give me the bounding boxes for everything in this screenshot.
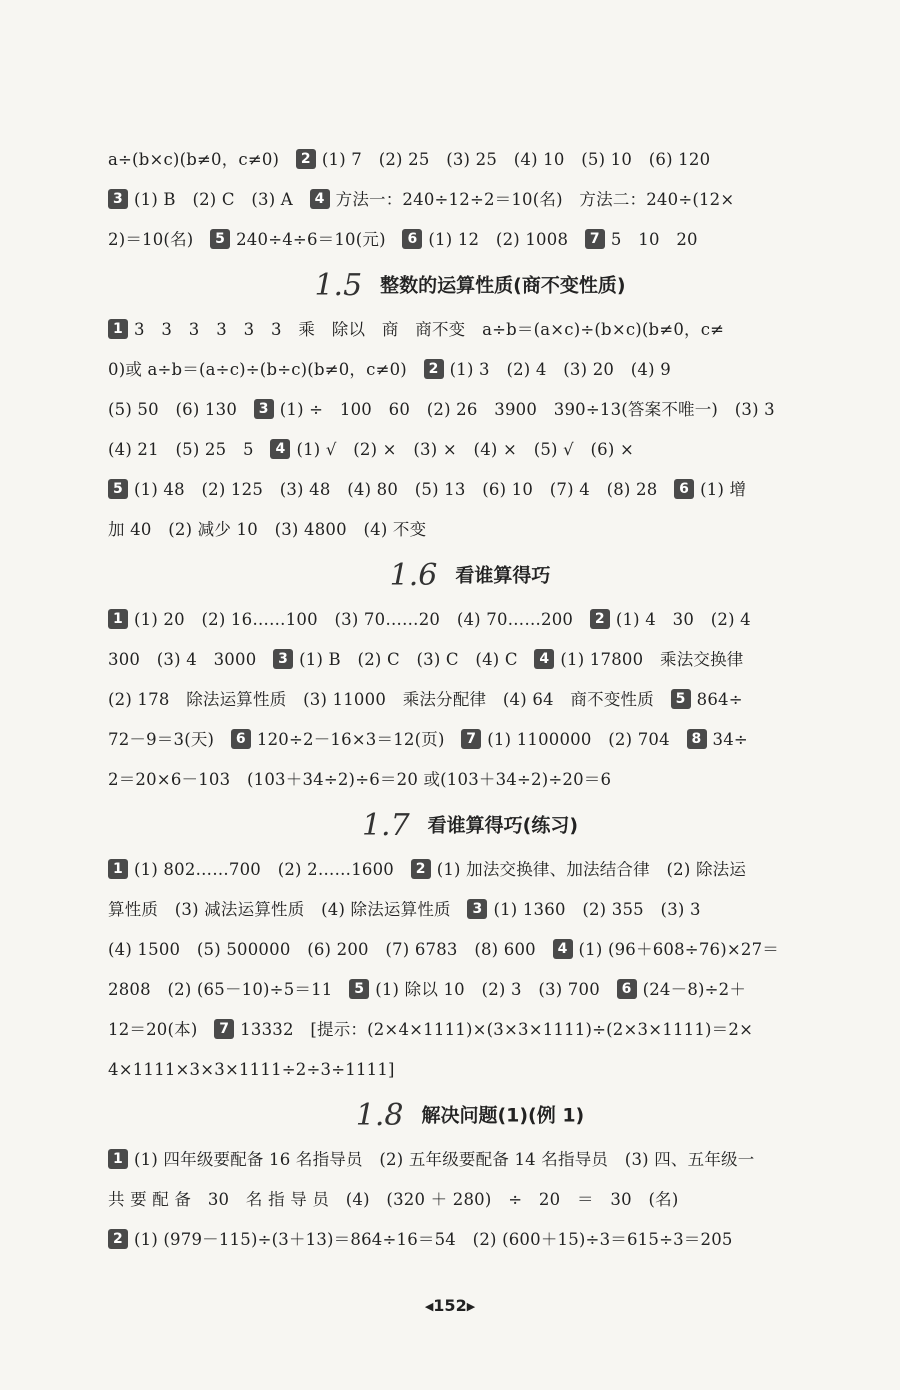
question-number-badge: 3 xyxy=(108,189,128,209)
answer-text: (1) 7 (2) 25 (3) 25 (4) 10 (5) 10 (6) 120 xyxy=(321,150,711,169)
answer-text: 4×1111×3×3×1111÷2÷3÷1111] xyxy=(108,1060,395,1079)
question-number-badge: 3 xyxy=(254,399,274,419)
answer-text: 加 40 (2) 减少 10 (3) 4800 (4) 不变 xyxy=(108,520,427,539)
answer-text: (1) (979－115)÷(3＋13)＝864÷16＝54 (2) (600＋15)÷3＝615÷3＝205 xyxy=(134,1230,733,1249)
answer-line xyxy=(108,680,832,720)
section-title: 整数的运算性质(商不变性质) xyxy=(380,274,626,297)
answer-text: 864÷ xyxy=(696,690,743,709)
answer-line xyxy=(108,1220,832,1260)
answer-line xyxy=(108,890,832,930)
section-number: 1.8 xyxy=(355,1097,404,1133)
answer-line xyxy=(108,600,832,640)
answer-line xyxy=(108,430,832,470)
answer-line xyxy=(108,390,832,430)
section-number: 1.5 xyxy=(314,267,363,303)
answer-line xyxy=(108,1050,832,1090)
answer-line xyxy=(108,180,832,220)
answer-text: 3 3 3 3 3 3 乘 除以 商 商不变 a÷b＝(a×c)÷(b×c)(b≠0，c≠ xyxy=(134,320,725,339)
section-heading xyxy=(108,260,832,310)
answer-text: (1) 48 (2) 125 (3) 48 (4) 80 (5) 13 (6) 10 (7) 4 (8) 28 xyxy=(134,480,675,499)
question-number-badge: 4 xyxy=(553,939,573,959)
section-number: 1.7 xyxy=(361,807,410,843)
answer-text: 120÷2－16×3＝12(页) xyxy=(256,730,462,749)
answer-text: (24－8)÷2＋ xyxy=(642,980,747,999)
answer-line xyxy=(108,310,832,350)
answer-text: (1) 17800 乘法交换律 xyxy=(560,650,744,669)
answer-text: (1) 4 30 (2) 4 xyxy=(615,610,751,629)
question-number-badge: 7 xyxy=(214,1019,234,1039)
answer-text: (1) 增 xyxy=(700,480,747,499)
section-title: 看谁算得巧 xyxy=(455,564,551,587)
answer-line xyxy=(108,220,832,260)
left-arrow-icon: ◀ xyxy=(424,1300,434,1313)
section-title: 看谁算得巧(练习) xyxy=(427,814,579,837)
question-number-badge: 2 xyxy=(590,609,610,629)
answer-text: 算性质 (3) 减法运算性质 (4) 除法运算性质 xyxy=(108,900,468,919)
answer-line xyxy=(108,140,832,180)
answer-line xyxy=(108,970,832,1010)
answer-text: 12＝20(本) xyxy=(108,1020,215,1039)
question-number-badge: 7 xyxy=(461,729,481,749)
answer-line xyxy=(108,350,832,390)
answer-text: a÷(b×c)(b≠0，c≠0) xyxy=(108,150,296,169)
answer-text: (1) B (2) C (3) C (4) C xyxy=(299,650,535,669)
page-number: 152 xyxy=(433,1296,467,1315)
answer-text: 共 要 配 备 30 名 指 导 员 (4) (320 ＋ 280) ÷ 20 ＝ 30 (名) xyxy=(108,1190,679,1209)
question-number-badge: 2 xyxy=(296,149,316,169)
answer-line xyxy=(108,1140,832,1180)
answer-line xyxy=(108,720,832,760)
answer-text: 2808 (2) (65－10)÷5＝11 xyxy=(108,980,350,999)
section-heading xyxy=(108,550,832,600)
answer-text: 240÷4÷6＝10(元) xyxy=(236,230,403,249)
page-footer xyxy=(0,1296,900,1315)
question-number-badge: 2 xyxy=(411,859,431,879)
answer-line xyxy=(108,930,832,970)
section-heading xyxy=(108,800,832,850)
answer-line xyxy=(108,760,832,800)
right-arrow-icon: ▶ xyxy=(466,1300,476,1313)
question-number-badge: 1 xyxy=(108,609,128,629)
question-number-badge: 4 xyxy=(310,189,330,209)
answer-text: (1) 802……700 (2) 2……1600 xyxy=(134,860,411,879)
answer-text: 方法一：240÷12÷2＝10(名) 方法二：240÷(12× xyxy=(335,190,735,209)
section-title: 解决问题(1)(例 1) xyxy=(421,1104,585,1127)
section-number: 1.6 xyxy=(389,557,438,593)
answer-text: 72－9＝3(天) xyxy=(108,730,231,749)
answer-line xyxy=(108,510,832,550)
section-heading xyxy=(108,1090,832,1140)
question-number-badge: 5 xyxy=(108,479,128,499)
answer-line xyxy=(108,640,832,680)
answer-text: (1) 四年级要配备 16 名指导员 (2) 五年级要配备 14 名指导员 (3) 四、五年级一 xyxy=(134,1150,755,1169)
question-number-badge: 2 xyxy=(108,1229,128,1249)
answer-text: (4) 1500 (5) 500000 (6) 200 (7) 6783 (8) 600 xyxy=(108,940,553,959)
answer-text: 2)＝10(名) xyxy=(108,230,211,249)
question-number-badge: 6 xyxy=(617,979,637,999)
answer-text: (1) 12 (2) 1008 xyxy=(428,230,585,249)
question-number-badge: 4 xyxy=(270,439,290,459)
answer-text: 13332 [提示：(2×4×1111)×(3×3×1111)÷(2×3×1111)＝2× xyxy=(240,1020,754,1039)
answer-text: (1) 20 (2) 16……100 (3) 70……20 (4) 70……200 xyxy=(134,610,590,629)
answer-text: 5 10 20 xyxy=(610,230,698,249)
answer-text: (1) ÷ 100 60 (2) 26 3900 390÷13(答案不唯一) (3) 3 xyxy=(279,400,775,419)
question-number-badge: 3 xyxy=(467,899,487,919)
question-number-badge: 6 xyxy=(402,229,422,249)
answer-text: 2＝20×6－103 (103＋34÷2)÷6＝20 或(103＋34÷2)÷20＝6 xyxy=(108,770,612,789)
question-number-badge: 6 xyxy=(231,729,251,749)
answer-text: (1) B (2) C (3) A xyxy=(134,190,310,209)
answer-text: (1) √ (2) × (3) × (4) × (5) √ (6) × xyxy=(296,440,634,459)
question-number-badge: 4 xyxy=(534,649,554,669)
question-number-badge: 3 xyxy=(273,649,293,669)
answer-text: (4) 21 (5) 25 5 xyxy=(108,440,271,459)
question-number-badge: 1 xyxy=(108,859,128,879)
answer-page-body xyxy=(108,140,832,1260)
answer-text: (1) 1360 (2) 355 (3) 3 xyxy=(493,900,701,919)
answer-text: (1) (96＋608÷76)×27＝ xyxy=(578,940,779,959)
answer-text: 0)或 a÷b＝(a÷c)÷(b÷c)(b≠0，c≠0) xyxy=(108,360,424,379)
answer-text: 34÷ xyxy=(712,730,748,749)
question-number-badge: 1 xyxy=(108,319,128,339)
question-number-badge: 5 xyxy=(210,229,230,249)
answer-text: (2) 178 除法运算性质 (3) 11000 乘法分配律 (4) 64 商不变性质 xyxy=(108,690,671,709)
answer-line xyxy=(108,1180,832,1220)
question-number-badge: 2 xyxy=(424,359,444,379)
answer-text: (1) 3 (2) 4 (3) 20 (4) 9 xyxy=(449,360,671,379)
answer-text: (1) 加法交换律、加法结合律 (2) 除法运 xyxy=(436,860,747,879)
answer-text: (1) 除以 10 (2) 3 (3) 700 xyxy=(375,980,617,999)
answer-text: (5) 50 (6) 130 xyxy=(108,400,254,419)
question-number-badge: 5 xyxy=(349,979,369,999)
answer-text: 300 (3) 4 3000 xyxy=(108,650,274,669)
answer-line xyxy=(108,470,832,510)
answer-line xyxy=(108,850,832,890)
answer-line xyxy=(108,1010,832,1050)
question-number-badge: 7 xyxy=(585,229,605,249)
question-number-badge: 6 xyxy=(674,479,694,499)
question-number-badge: 8 xyxy=(687,729,707,749)
question-number-badge: 5 xyxy=(671,689,691,709)
answer-text: (1) 1100000 (2) 704 xyxy=(487,730,687,749)
question-number-badge: 1 xyxy=(108,1149,128,1169)
